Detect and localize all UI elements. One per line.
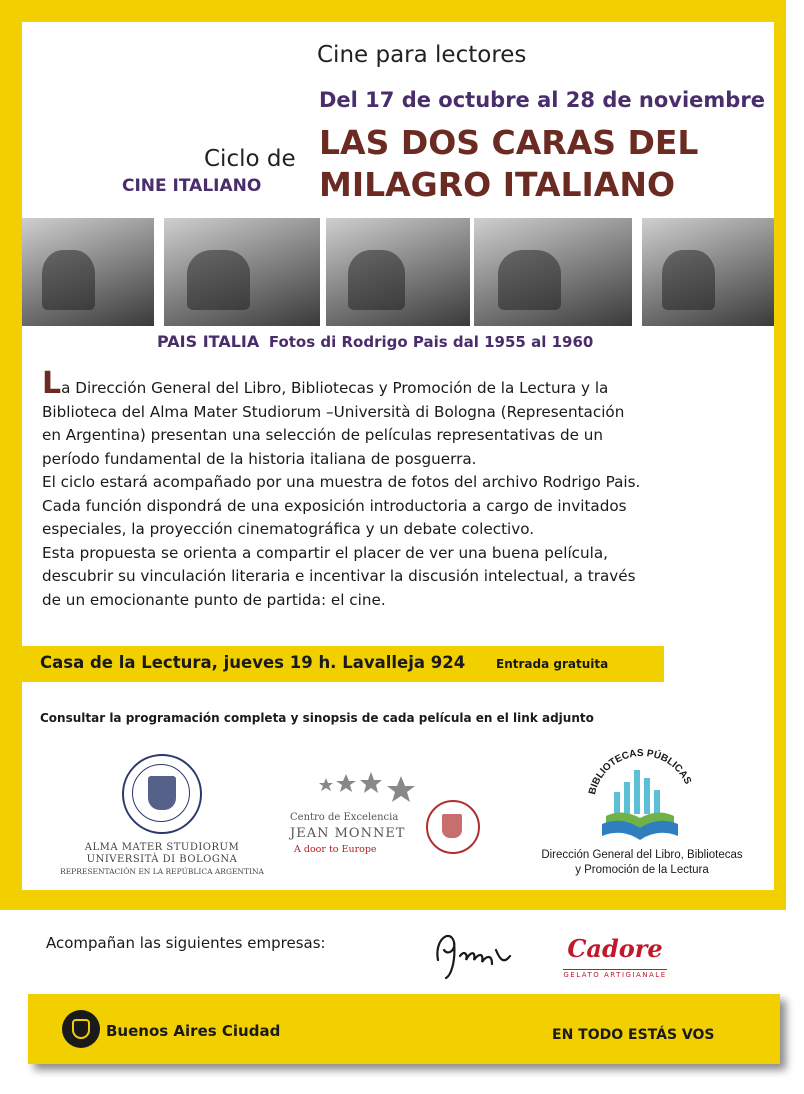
jean-monnet-logo — [286, 764, 486, 874]
main-title — [319, 122, 698, 206]
dropcap: L — [42, 366, 62, 401]
body-line: El ciclo estará acompañado por una muestra de fotos del archivo Rodrigo Pais. — [42, 473, 641, 491]
bib-arc-text: BIBLIOTECAS PÚBLICAS — [586, 747, 694, 796]
photo-caption-sub: Fotos di Rodrigo Pais dal 1955 al 1960 — [268, 333, 594, 351]
slogan: EN TODO ESTÁS VOS — [552, 1027, 715, 1043]
monnet-line3: A door to Europe — [294, 844, 377, 855]
series-title: Cine para lectores — [317, 42, 527, 68]
body-line: de un emocionante punto de partida: el cine. — [42, 590, 386, 609]
body-line: a Dirección General del Libro, Bibliotecas y Promoción de la Lectura y la — [61, 379, 609, 397]
body-line: Esta propuesta se orienta a compartir el placer de ver una buena película, — [42, 543, 609, 562]
body-line: período fundamental de la historia italiana de posguerra. — [42, 449, 477, 468]
open-book-icon — [522, 744, 762, 848]
bib-line2: y Promoción de la Lectura — [575, 864, 709, 876]
consult-note: Consultar la programación completa y sinopsis de cada película en el link adjunto — [40, 711, 594, 725]
venue-details: Casa de la Lectura, jueves 19 h. Lavalleja 924 — [40, 653, 466, 672]
body-text — [42, 366, 752, 612]
cadore-name: Cadore — [567, 934, 663, 963]
date-range: Del 17 de octubre al 28 de noviembre — [319, 88, 765, 112]
bibliotecas-logo — [522, 744, 762, 884]
cine-italiano-label: CINE ITALIANO — [122, 176, 262, 196]
stars-icon — [316, 764, 426, 804]
photo-elderly-woman — [642, 218, 774, 326]
monnet-line1: Centro de Excelencia — [290, 812, 399, 823]
cadore-logo — [560, 936, 670, 981]
photo-caption — [157, 332, 593, 351]
body-line: descubrir su vinculación literaria e incentivar la discusión intelectual, a través — [42, 567, 636, 585]
poster-content — [22, 22, 774, 890]
body-line: Biblioteca del Alma Mater Studiorum –Università di Bologna (Representación — [42, 402, 625, 421]
red-seal-icon — [426, 800, 480, 854]
photo-strip — [22, 218, 774, 326]
body-line: especiales, la proyección cinematográfica y un debate colectivo. — [42, 520, 535, 538]
photo-street-scooters — [22, 218, 154, 326]
alma-mater-logo — [57, 754, 267, 877]
university-seal-icon — [122, 754, 202, 834]
brand-name: Buenos Aires Ciudad — [106, 1022, 281, 1040]
ciclo-label: Ciclo de — [204, 146, 296, 172]
photo-caption-main: PAIS ITALIA — [157, 332, 260, 351]
sponsors-label: Acompañan las siguientes empresas: — [46, 934, 326, 952]
main-title-line1: LAS DOS CARAS DEL — [319, 123, 699, 162]
body-line: Cada función dispondrá de una exposición introductoria a cargo de invitados — [42, 496, 627, 515]
alma-line3: REPRESENTACIÓN EN LA REPÚBLICA ARGENTINA — [60, 867, 264, 876]
main-title-line2: MILAGRO ITALIANO — [319, 165, 676, 204]
monnet-line2: JEAN MONNET — [290, 826, 406, 841]
cadore-tagline: GELATO ARTIGIANALE — [563, 971, 667, 979]
body-line: en Argentina) presentan una selección de películas representativas de un — [42, 426, 604, 444]
alma-line1: ALMA MATER STUDIORUM — [84, 842, 240, 853]
city-shield-icon — [62, 1010, 100, 1048]
signature-logo-icon — [430, 920, 520, 982]
free-entry-label: Entrada gratuita — [496, 657, 609, 671]
venue-banner — [22, 646, 664, 682]
alma-line2: UNIVERSITÀ DI BOLOGNA — [86, 854, 238, 865]
bib-caption — [526, 848, 758, 878]
footer-banner — [28, 994, 780, 1064]
photo-dancing-women — [474, 218, 632, 326]
bib-line1: Dirección General del Libro, Bibliotecas — [541, 849, 743, 861]
photo-horse-cart — [326, 218, 470, 326]
photo-group-conversation — [164, 218, 320, 326]
